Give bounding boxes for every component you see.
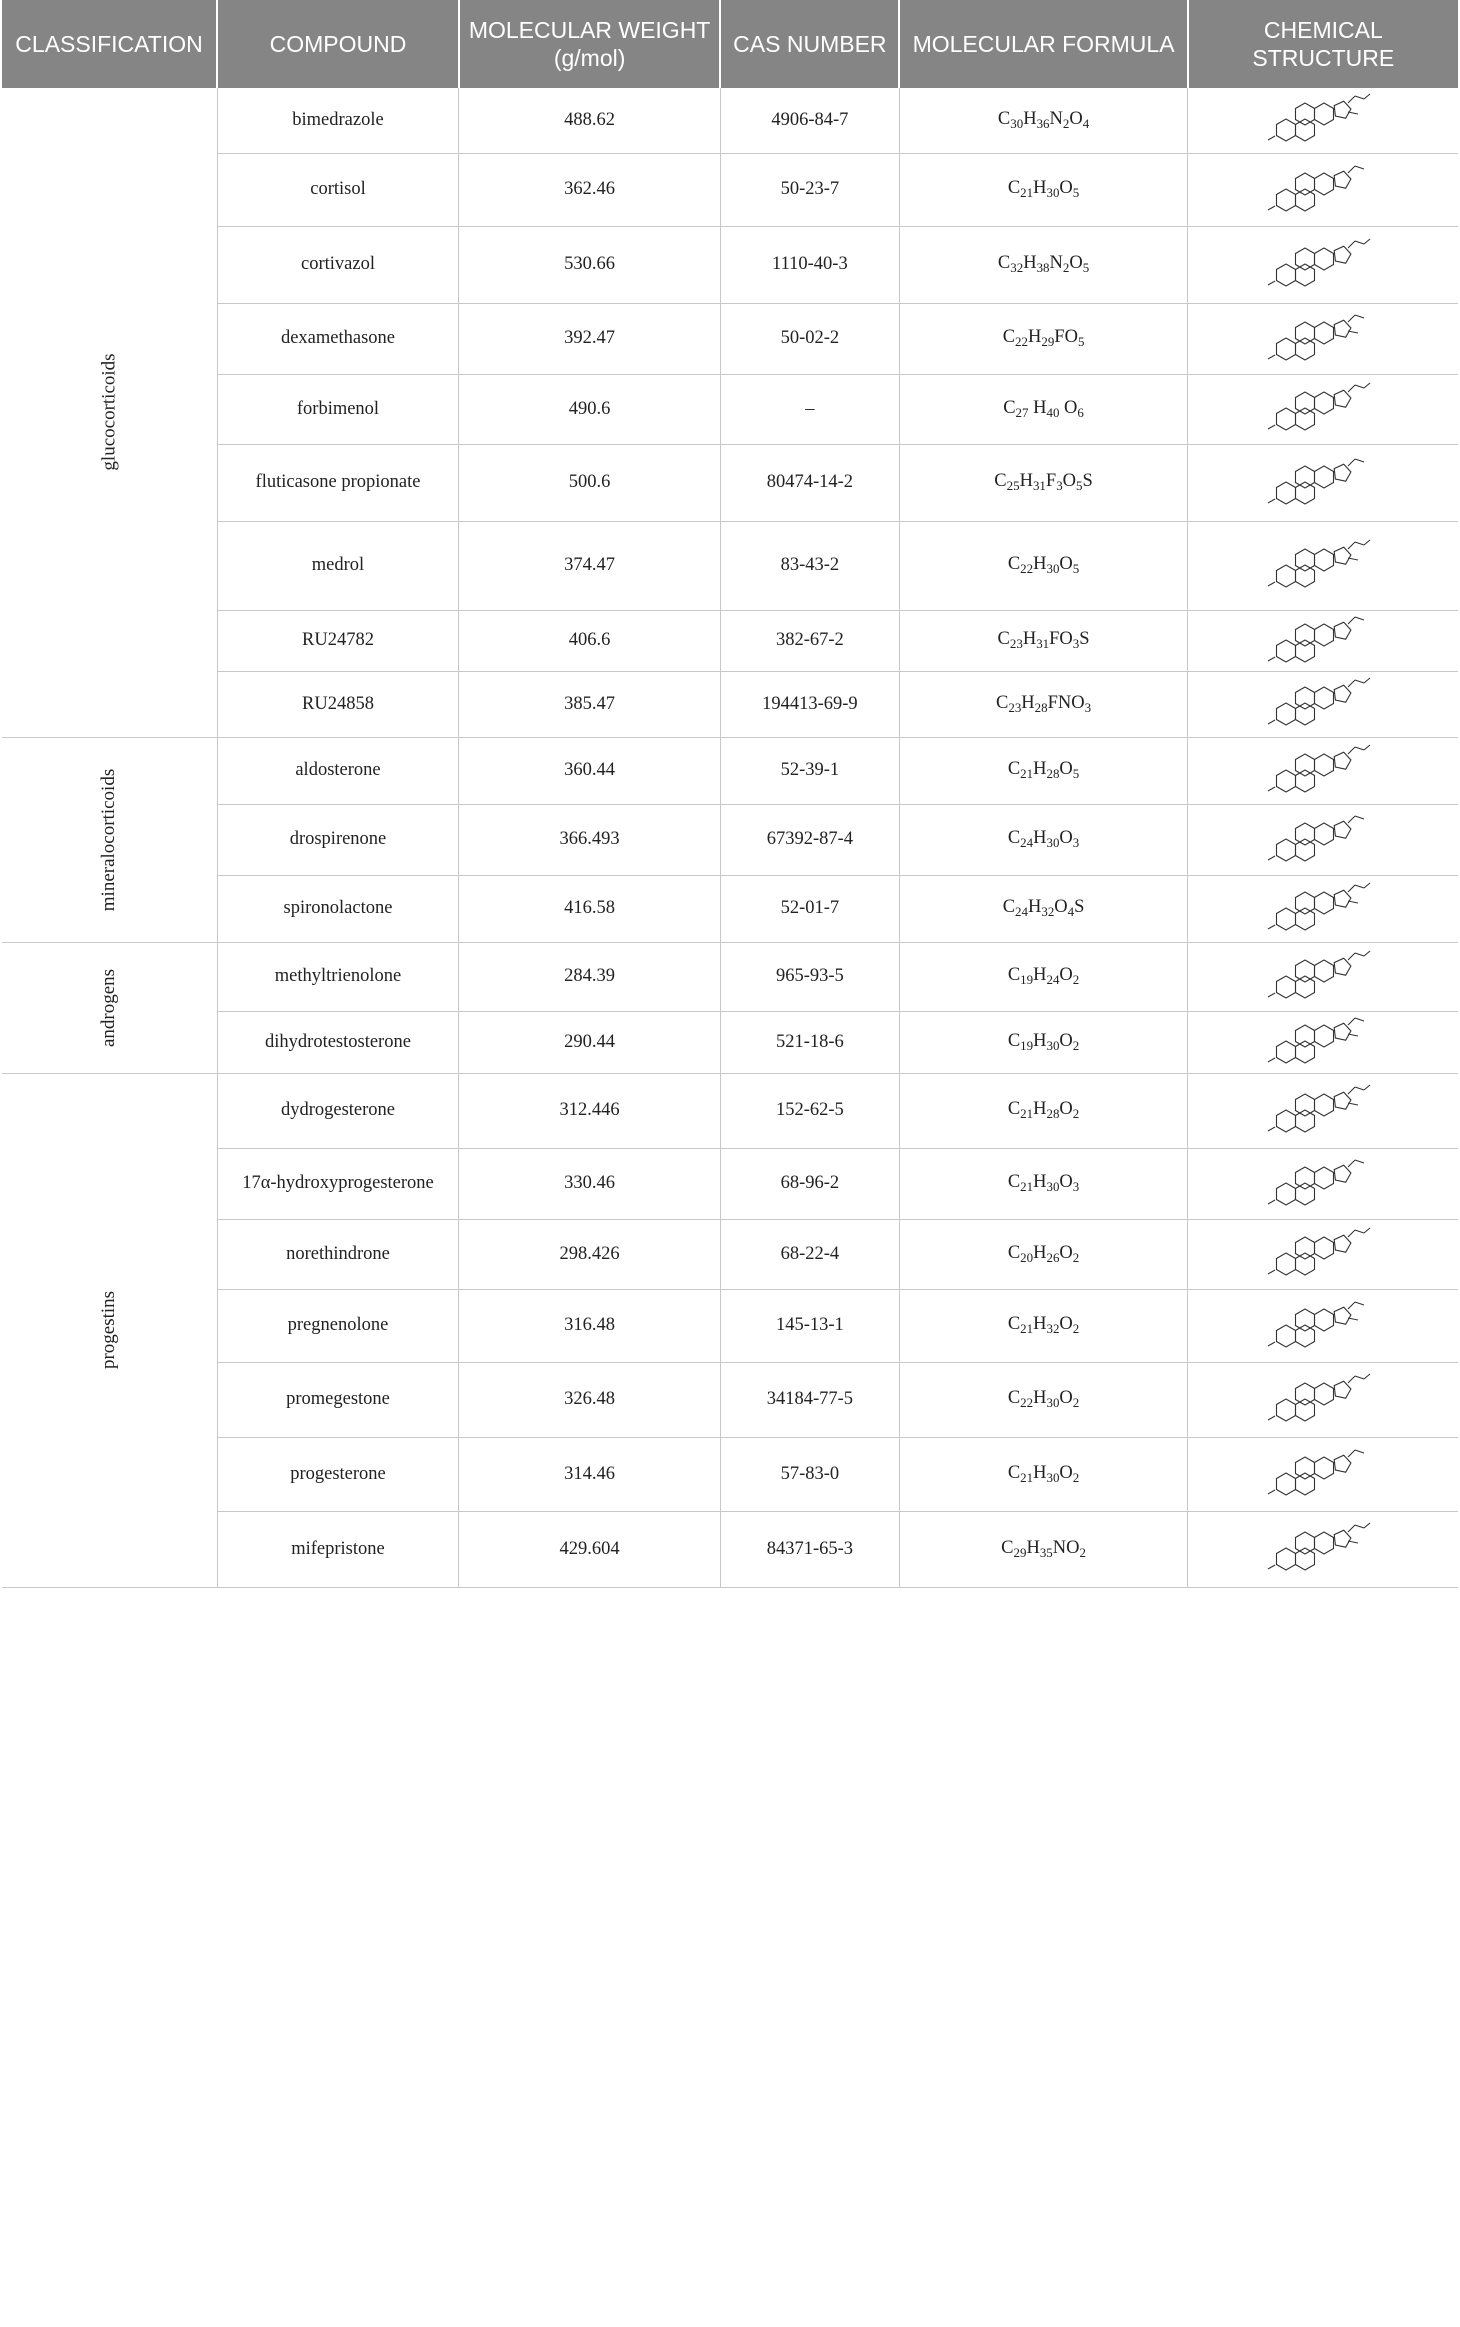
classification-cell <box>2 942 217 1073</box>
formula-element: H <box>1027 897 1042 917</box>
formula-subscript: 28 <box>1034 699 1048 715</box>
formula-subscript: 5 <box>1082 260 1090 275</box>
chemical-structure-image <box>1188 610 1458 671</box>
table-row <box>2 1219 1458 1289</box>
header-row <box>2 0 1458 88</box>
molecular-weight: 366.493 <box>459 804 720 875</box>
formula-subscript: 38 <box>1036 260 1050 275</box>
formula-element: O <box>1064 327 1078 347</box>
molecular-formula <box>899 521 1187 610</box>
formula-element: H <box>1033 1172 1047 1192</box>
formula-subscript: 6 <box>1077 404 1084 420</box>
table-row <box>2 1437 1458 1511</box>
chemical-structure-image <box>1188 444 1458 521</box>
compound-name: RU24782 <box>217 610 459 671</box>
formula-element: H <box>1033 554 1047 574</box>
cas-number: 57-83-0 <box>720 1437 899 1511</box>
formula-subscript: 3 <box>1072 835 1080 850</box>
formula-element: C <box>1007 1462 1021 1483</box>
formula-element: C <box>1007 1099 1021 1119</box>
formula-element: H <box>1033 1314 1047 1334</box>
compound-name: dexamethasone <box>217 303 459 374</box>
classification-cell <box>2 1073 217 1587</box>
cas-number: 521-18-6 <box>720 1011 899 1073</box>
molecular-weight: 488.62 <box>459 88 720 153</box>
cas-number: 68-22-4 <box>720 1219 899 1289</box>
molecular-formula <box>899 610 1187 671</box>
chemical-structure-image <box>1188 1073 1458 1148</box>
formula-subscript: 5 <box>1077 334 1085 349</box>
chemical-structure-image <box>1188 1362 1458 1437</box>
molecular-weight: 284.39 <box>459 942 720 1011</box>
formula-subscript: 26 <box>1046 1249 1060 1265</box>
formula-element: O <box>1059 828 1073 848</box>
formula-subscript: 29 <box>1013 1544 1027 1560</box>
molecular-weight: 362.46 <box>459 153 720 226</box>
formula-element: C <box>996 692 1009 713</box>
formula-subscript: 4 <box>1082 115 1090 131</box>
compound-name: cortivazol <box>217 226 459 303</box>
cas-number: 84371-65-3 <box>720 1511 899 1587</box>
formula-element: C <box>1007 1388 1021 1408</box>
classification-label: glucocorticoids <box>98 353 120 471</box>
compound-name: dydrogesterone <box>217 1073 459 1148</box>
formula-element: FN <box>1047 692 1072 713</box>
table-row <box>2 226 1458 303</box>
formula-element: O <box>1059 397 1078 418</box>
molecular-weight: 314.46 <box>459 1437 720 1511</box>
formula-element: O <box>1059 965 1073 985</box>
formula-element: O <box>1069 253 1083 273</box>
formula-element: H <box>1033 178 1047 198</box>
formula-subscript: 2 <box>1079 1544 1086 1560</box>
chemical-structure-image <box>1188 374 1458 444</box>
formula-subscript: 3 <box>1072 636 1080 651</box>
formula-element: NO <box>1052 1537 1080 1558</box>
formula-element: F <box>1054 327 1065 347</box>
compound-name: medrol <box>217 521 459 610</box>
chemical-structure-image <box>1188 226 1458 303</box>
formula-subscript: 2 <box>1072 1321 1080 1336</box>
formula-element: O <box>1069 108 1083 129</box>
classification-cell <box>2 88 217 737</box>
molecular-formula <box>899 942 1187 1011</box>
formula-element: H <box>1033 1242 1047 1263</box>
formula-subscript: 2 <box>1072 1037 1080 1053</box>
formula-subscript: 21 <box>1020 1321 1034 1336</box>
formula-subscript: 2 <box>1072 1249 1080 1265</box>
formula-subscript: 25 <box>1006 478 1020 493</box>
formula-element: H <box>1033 1388 1047 1408</box>
formula-element: C <box>1007 1314 1021 1334</box>
molecular-weight: 392.47 <box>459 303 720 374</box>
molecular-weight: 429.604 <box>459 1511 720 1587</box>
formula-subscript: 30 <box>1046 561 1060 576</box>
formula-subscript: 30 <box>1046 1395 1060 1410</box>
formula-element: H <box>1021 692 1035 713</box>
formula-subscript: 29 <box>1041 334 1055 349</box>
formula-subscript: 21 <box>1020 1469 1034 1485</box>
compound-name: forbimenol <box>217 374 459 444</box>
formula-element: H <box>1033 759 1047 779</box>
header-classification: CLASSIFICATION <box>2 0 217 88</box>
molecular-weight: 330.46 <box>459 1148 720 1219</box>
formula-subscript: 31 <box>1032 478 1046 493</box>
table-row <box>2 671 1458 737</box>
molecular-weight: 360.44 <box>459 737 720 804</box>
cas-number: 83-43-2 <box>720 521 899 610</box>
formula-element: N <box>1049 108 1063 129</box>
formula-element: H <box>1033 1030 1047 1051</box>
chemical-structure-image <box>1188 804 1458 875</box>
molecular-weight: 326.48 <box>459 1362 720 1437</box>
molecular-weight: 416.58 <box>459 875 720 942</box>
formula-subscript: 23 <box>1008 699 1022 715</box>
chemical-structure-image <box>1188 1011 1458 1073</box>
molecular-formula <box>899 88 1187 153</box>
molecular-formula <box>899 374 1187 444</box>
formula-subscript: 20 <box>1020 1249 1034 1265</box>
molecular-formula <box>899 1073 1187 1148</box>
molecular-formula <box>899 303 1187 374</box>
cas-number: 152-62-5 <box>720 1073 899 1148</box>
molecular-weight: 385.47 <box>459 671 720 737</box>
molecular-weight: 406.6 <box>459 610 720 671</box>
formula-element: F <box>1045 471 1057 491</box>
cas-number: 68-96-2 <box>720 1148 899 1219</box>
table-row <box>2 521 1458 610</box>
cas-number: – <box>720 374 899 444</box>
formula-subscript: 2 <box>1062 260 1070 275</box>
formula-subscript: 2 <box>1072 1469 1080 1485</box>
molecular-weight: 374.47 <box>459 521 720 610</box>
table-row <box>2 1073 1458 1148</box>
formula-element: H <box>1033 965 1047 985</box>
molecular-formula <box>899 1148 1187 1219</box>
formula-element: C <box>997 253 1011 273</box>
formula-element: O <box>1059 178 1073 198</box>
formula-element: C <box>994 471 1007 491</box>
formula-element: C <box>1007 1242 1021 1263</box>
cas-number: 34184-77-5 <box>720 1362 899 1437</box>
chemical-structure-image <box>1188 1289 1458 1362</box>
compound-name: spironolactone <box>217 875 459 942</box>
formula-subscript: 36 <box>1036 115 1050 131</box>
formula-subscript: 19 <box>1020 972 1034 987</box>
formula-element: H <box>1027 327 1042 347</box>
chemical-structure-image <box>1188 671 1458 737</box>
cas-number: 145-13-1 <box>720 1289 899 1362</box>
molecular-formula <box>899 671 1187 737</box>
formula-element: O <box>1059 554 1073 574</box>
formula-subscript: 5 <box>1072 766 1080 781</box>
molecular-formula <box>899 153 1187 226</box>
cas-number: 194413-69-9 <box>720 671 899 737</box>
formula-subscript: 24 <box>1046 972 1060 987</box>
molecular-formula <box>899 1511 1187 1587</box>
molecular-formula <box>899 1362 1187 1437</box>
formula-element: O <box>1059 1099 1073 1119</box>
formula-element: S <box>1082 471 1093 491</box>
formula-subscript: 27 <box>1015 404 1029 420</box>
formula-element: C <box>1007 1030 1021 1051</box>
formula-element: O <box>1059 1462 1073 1483</box>
compound-name: RU24858 <box>217 671 459 737</box>
table-row <box>2 942 1458 1011</box>
formula-subscript: 3 <box>1084 699 1092 715</box>
table-row <box>2 1289 1458 1362</box>
header-cas-number: CAS NUMBER <box>720 0 899 88</box>
molecular-formula <box>899 444 1187 521</box>
formula-subscript: 30 <box>1046 1179 1060 1194</box>
formula-subscript: 28 <box>1046 766 1060 781</box>
formula-element: O <box>1059 629 1073 649</box>
molecular-formula <box>899 1437 1187 1511</box>
formula-subscript: 19 <box>1020 1037 1034 1053</box>
formula-element: O <box>1054 897 1068 917</box>
compound-name: pregnenolone <box>217 1289 459 1362</box>
formula-subscript: 30 <box>1010 115 1024 131</box>
formula-element: C <box>1001 1537 1014 1558</box>
formula-element: S <box>1079 629 1090 649</box>
cas-number: 1110-40-3 <box>720 226 899 303</box>
chemical-structure-image <box>1188 303 1458 374</box>
table-row <box>2 875 1458 942</box>
molecular-weight: 290.44 <box>459 1011 720 1073</box>
cas-number: 4906-84-7 <box>720 88 899 153</box>
header-molecular-weight: MOLECULAR WEIGHT (g/mol) <box>459 0 720 88</box>
formula-subscript: 35 <box>1039 1544 1053 1560</box>
formula-element: O <box>1062 471 1077 491</box>
formula-subscript: 2 <box>1072 1395 1080 1410</box>
molecular-weight: 316.48 <box>459 1289 720 1362</box>
formula-subscript: 5 <box>1072 185 1080 200</box>
formula-element: H <box>1033 828 1047 848</box>
formula-element: O <box>1059 1172 1073 1192</box>
formula-subscript: 5 <box>1072 561 1080 576</box>
formula-element: C <box>997 629 1010 649</box>
formula-element: H <box>1033 1462 1047 1483</box>
compound-name: aldosterone <box>217 737 459 804</box>
molecular-formula <box>899 875 1187 942</box>
formula-element: N <box>1049 253 1063 273</box>
compound-name: progesterone <box>217 1437 459 1511</box>
cas-number: 52-39-1 <box>720 737 899 804</box>
molecular-weight: 530.66 <box>459 226 720 303</box>
formula-subscript: 22 <box>1015 334 1028 349</box>
formula-subscript: 22 <box>1020 1395 1034 1410</box>
formula-subscript: 30 <box>1046 835 1060 850</box>
header-molecular-formula: MOLECULAR FORMULA <box>899 0 1187 88</box>
formula-element: O <box>1071 692 1085 713</box>
molecular-formula <box>899 226 1187 303</box>
formula-subscript: 28 <box>1046 1106 1060 1121</box>
molecular-formula <box>899 1011 1187 1073</box>
formula-element: C <box>1007 828 1021 848</box>
formula-subscript: 22 <box>1020 561 1034 576</box>
cas-number: 80474-14-2 <box>720 444 899 521</box>
formula-element: H <box>1022 629 1037 649</box>
formula-subscript: 21 <box>1020 1106 1034 1121</box>
molecular-weight: 500.6 <box>459 444 720 521</box>
chemical-structure-image <box>1188 942 1458 1011</box>
formula-element: O <box>1059 1388 1073 1408</box>
formula-subscript: 4 <box>1067 904 1075 919</box>
classification-label: progestins <box>98 1290 120 1370</box>
chemical-structure-image <box>1188 1219 1458 1289</box>
formula-element: C <box>1007 1172 1021 1192</box>
molecular-formula <box>899 737 1187 804</box>
compound-name: drospirenone <box>217 804 459 875</box>
classification-label: mineralocorticoids <box>98 768 120 911</box>
cas-number: 382-67-2 <box>720 610 899 671</box>
chemical-structure-image <box>1188 1148 1458 1219</box>
table-row <box>2 88 1458 153</box>
table-row <box>2 1511 1458 1587</box>
chemical-structure-image <box>1188 1437 1458 1511</box>
table-row <box>2 1148 1458 1219</box>
formula-subscript: 40 <box>1046 404 1060 420</box>
formula-subscript: 31 <box>1036 636 1050 651</box>
cas-number: 965-93-5 <box>720 942 899 1011</box>
table-row <box>2 1362 1458 1437</box>
formula-subscript: 3 <box>1056 478 1063 493</box>
cas-number: 67392-87-4 <box>720 804 899 875</box>
formula-element: C <box>1003 397 1016 418</box>
formula-subscript: 32 <box>1041 904 1055 919</box>
classification-label: androgens <box>98 968 120 1047</box>
header-compound: COMPOUND <box>217 0 459 88</box>
compound-name: mifepristone <box>217 1511 459 1587</box>
formula-element: C <box>1007 178 1021 198</box>
table-row <box>2 804 1458 875</box>
table-row <box>2 303 1458 374</box>
formula-element: H <box>1033 1099 1047 1119</box>
table-body <box>2 88 1458 1587</box>
formula-subscript: 30 <box>1046 1469 1060 1485</box>
table-row <box>2 1011 1458 1073</box>
molecular-formula <box>899 1219 1187 1289</box>
compound-name: promegestone <box>217 1362 459 1437</box>
chemical-structure-image <box>1188 875 1458 942</box>
formula-element: C <box>997 108 1011 129</box>
compound-name: norethindrone <box>217 1219 459 1289</box>
formula-element: H <box>1023 108 1037 129</box>
formula-subscript: 30 <box>1046 1037 1060 1053</box>
formula-subscript: 24 <box>1020 835 1034 850</box>
table-row <box>2 374 1458 444</box>
molecular-weight: 490.6 <box>459 374 720 444</box>
formula-element: O <box>1059 1242 1073 1263</box>
cas-number: 50-02-2 <box>720 303 899 374</box>
formula-subscript: 32 <box>1046 1321 1060 1336</box>
formula-subscript: 30 <box>1046 185 1060 200</box>
steroid-compounds-table <box>2 0 1458 1588</box>
formula-subscript: 2 <box>1072 1106 1080 1121</box>
chemical-structure-image <box>1188 737 1458 804</box>
compound-name: bimedrazole <box>217 88 459 153</box>
formula-element: C <box>1007 759 1021 779</box>
formula-element: S <box>1074 897 1085 917</box>
compound-name: dihydrotestosterone <box>217 1011 459 1073</box>
formula-element: C <box>1007 554 1021 574</box>
compound-name: 17α-hydroxyprogesterone <box>217 1148 459 1219</box>
table-row <box>2 737 1458 804</box>
formula-element: H <box>1026 1537 1040 1558</box>
cas-number: 50-23-7 <box>720 153 899 226</box>
formula-element: H <box>1023 253 1037 273</box>
molecular-formula <box>899 804 1187 875</box>
compound-name: fluticasone propionate <box>217 444 459 521</box>
table-row <box>2 153 1458 226</box>
cas-number: 52-01-7 <box>720 875 899 942</box>
formula-element: C <box>1007 965 1021 985</box>
formula-subscript: 3 <box>1072 1179 1080 1194</box>
formula-subscript: 21 <box>1020 185 1034 200</box>
formula-element: F <box>1049 629 1060 649</box>
table-row <box>2 444 1458 521</box>
formula-element: O <box>1059 759 1073 779</box>
formula-element: H <box>1019 471 1033 491</box>
formula-subscript: 23 <box>1009 636 1023 651</box>
chemical-structure-image <box>1188 88 1458 153</box>
chemical-structure-image <box>1188 153 1458 226</box>
formula-element: O <box>1059 1314 1073 1334</box>
formula-subscript: 5 <box>1076 478 1083 493</box>
chemical-structure-image <box>1188 1511 1458 1587</box>
formula-subscript: 2 <box>1062 115 1070 131</box>
formula-element: O <box>1059 1030 1073 1051</box>
header-chemical-structure: CHEMICAL STRUCTURE <box>1188 0 1458 88</box>
formula-subscript: 21 <box>1020 1179 1034 1194</box>
formula-subscript: 2 <box>1072 972 1080 987</box>
molecular-weight: 298.426 <box>459 1219 720 1289</box>
formula-subscript: 21 <box>1020 766 1034 781</box>
formula-subscript: 32 <box>1010 260 1024 275</box>
compound-name: cortisol <box>217 153 459 226</box>
formula-element: C <box>1002 327 1016 347</box>
molecular-formula <box>899 1289 1187 1362</box>
formula-subscript: 24 <box>1015 904 1028 919</box>
compound-name: methyltrienolone <box>217 942 459 1011</box>
classification-cell <box>2 737 217 942</box>
formula-element: H <box>1028 397 1047 418</box>
table-row <box>2 610 1458 671</box>
formula-element: C <box>1002 897 1016 917</box>
molecular-weight: 312.446 <box>459 1073 720 1148</box>
chemical-structure-image <box>1188 521 1458 610</box>
